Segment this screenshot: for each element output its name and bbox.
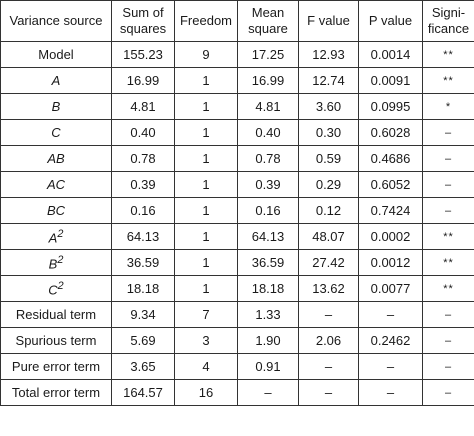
- cell-p-value: 0.0002: [359, 224, 423, 250]
- cell-significance: –: [423, 328, 474, 354]
- header-p-value: P value: [359, 1, 423, 42]
- cell-p-value: 0.7424: [359, 198, 423, 224]
- variance-source-exponent: 2: [57, 279, 64, 292]
- cell-freedom: 1: [175, 68, 238, 94]
- header-significance-line1: Signi-: [431, 5, 466, 20]
- cell-f-value: –: [299, 354, 359, 380]
- cell-sum-of-squares: 18.18: [112, 276, 175, 302]
- variance-source-label: C: [48, 282, 58, 298]
- cell-f-value: –: [299, 380, 359, 406]
- table-row: [1, 120, 474, 146]
- cell-variance-source: [1, 120, 112, 146]
- cell-freedom: 3: [175, 328, 238, 354]
- variance-source-label: Spurious term: [15, 333, 97, 348]
- cell-mean-square: 0.16: [238, 198, 299, 224]
- variance-source-label: BC: [46, 203, 66, 218]
- cell-sum-of-squares: 0.39: [112, 172, 175, 198]
- cell-sum-of-squares: 36.59: [112, 250, 175, 276]
- cell-f-value: 12.74: [299, 68, 359, 94]
- table-row: [1, 42, 474, 68]
- cell-variance-source: [1, 250, 112, 276]
- cell-significance: **: [423, 42, 474, 68]
- cell-p-value: 0.0077: [359, 276, 423, 302]
- cell-freedom: 7: [175, 302, 238, 328]
- cell-sum-of-squares: 0.78: [112, 146, 175, 172]
- cell-sum-of-squares: 64.13: [112, 224, 175, 250]
- cell-p-value: 0.0995: [359, 94, 423, 120]
- cell-p-value: –: [359, 380, 423, 406]
- variance-source-label: A: [48, 230, 58, 246]
- cell-mean-square: 0.39: [238, 172, 299, 198]
- header-sum-of-squares-line2: squares: [119, 21, 167, 36]
- cell-p-value: 0.6052: [359, 172, 423, 198]
- cell-variance-source: [1, 42, 112, 68]
- table-row: [1, 198, 474, 224]
- cell-significance: –: [423, 354, 474, 380]
- cell-mean-square: 17.25: [238, 42, 299, 68]
- cell-variance-source: [1, 146, 112, 172]
- cell-freedom: 1: [175, 250, 238, 276]
- variance-source-label: AB: [47, 151, 65, 166]
- variance-source-label: B: [48, 256, 58, 272]
- variance-source-label: A: [51, 73, 61, 88]
- cell-f-value: 3.60: [299, 94, 359, 120]
- header-variance-source: Variance source: [1, 1, 112, 42]
- cell-freedom: 4: [175, 354, 238, 380]
- cell-variance-source: [1, 328, 112, 354]
- cell-variance-source: [1, 68, 112, 94]
- cell-significance: **: [423, 68, 474, 94]
- header-significance-line2: ficance: [427, 21, 470, 36]
- cell-variance-source: [1, 94, 112, 120]
- cell-variance-source: [1, 224, 112, 250]
- cell-f-value: 27.42: [299, 250, 359, 276]
- cell-freedom: 16: [175, 380, 238, 406]
- cell-mean-square: 0.40: [238, 120, 299, 146]
- cell-p-value: 0.0012: [359, 250, 423, 276]
- variance-source-label: B: [51, 99, 61, 114]
- table-row: [1, 224, 474, 250]
- cell-p-value: 0.0091: [359, 68, 423, 94]
- cell-p-value: 0.4686: [359, 146, 423, 172]
- cell-f-value: 0.30: [299, 120, 359, 146]
- table-row: [1, 250, 474, 276]
- header-mean-square-line1: Mean: [251, 5, 285, 20]
- cell-f-value: 13.62: [299, 276, 359, 302]
- table-row: [1, 276, 474, 302]
- cell-freedom: 1: [175, 224, 238, 250]
- header-sum-of-squares-line1: Sum of: [122, 5, 164, 20]
- variance-source-label: Total error term: [11, 385, 101, 400]
- cell-f-value: 2.06: [299, 328, 359, 354]
- cell-significance: –: [423, 120, 474, 146]
- cell-significance: –: [423, 380, 474, 406]
- cell-f-value: 48.07: [299, 224, 359, 250]
- header-significance: [423, 1, 474, 42]
- cell-significance: **: [423, 276, 474, 302]
- cell-mean-square: –: [238, 380, 299, 406]
- cell-freedom: 1: [175, 198, 238, 224]
- cell-sum-of-squares: 16.99: [112, 68, 175, 94]
- cell-significance: –: [423, 172, 474, 198]
- table-row: [1, 146, 474, 172]
- cell-sum-of-squares: 9.34: [112, 302, 175, 328]
- cell-significance: –: [423, 198, 474, 224]
- cell-freedom: 1: [175, 120, 238, 146]
- table-row: [1, 328, 474, 354]
- variance-source-label: Pure error term: [11, 359, 101, 374]
- cell-variance-source: [1, 198, 112, 224]
- table-body: [1, 42, 474, 406]
- cell-f-value: 0.12: [299, 198, 359, 224]
- header-row: [1, 1, 474, 42]
- cell-sum-of-squares: 0.40: [112, 120, 175, 146]
- cell-variance-source: [1, 172, 112, 198]
- table-row: [1, 354, 474, 380]
- cell-p-value: –: [359, 302, 423, 328]
- cell-mean-square: 0.91: [238, 354, 299, 380]
- variance-source-exponent: 2: [57, 227, 64, 240]
- cell-sum-of-squares: 164.57: [112, 380, 175, 406]
- table-row: [1, 94, 474, 120]
- cell-significance: *: [423, 94, 474, 120]
- cell-variance-source: [1, 302, 112, 328]
- cell-significance: **: [423, 224, 474, 250]
- table-row: [1, 380, 474, 406]
- cell-significance: **: [423, 250, 474, 276]
- cell-variance-source: [1, 276, 112, 302]
- table-row: [1, 302, 474, 328]
- cell-variance-source: [1, 380, 112, 406]
- cell-sum-of-squares: 3.65: [112, 354, 175, 380]
- cell-p-value: 0.2462: [359, 328, 423, 354]
- cell-freedom: 9: [175, 42, 238, 68]
- cell-significance: –: [423, 146, 474, 172]
- variance-source-exponent: 2: [57, 253, 64, 266]
- cell-p-value: 0.0014: [359, 42, 423, 68]
- header-mean-square: [238, 1, 299, 42]
- cell-mean-square: 18.18: [238, 276, 299, 302]
- table-header: [1, 1, 474, 42]
- cell-freedom: 1: [175, 276, 238, 302]
- cell-sum-of-squares: 0.16: [112, 198, 175, 224]
- variance-source-label: Model: [38, 47, 74, 62]
- cell-f-value: 0.29: [299, 172, 359, 198]
- cell-mean-square: 1.33: [238, 302, 299, 328]
- cell-mean-square: 4.81: [238, 94, 299, 120]
- header-f-value: F value: [299, 1, 359, 42]
- cell-mean-square: 64.13: [238, 224, 299, 250]
- cell-freedom: 1: [175, 146, 238, 172]
- cell-f-value: 0.59: [299, 146, 359, 172]
- cell-f-value: 12.93: [299, 42, 359, 68]
- variance-source-label: C: [51, 125, 61, 140]
- cell-freedom: 1: [175, 94, 238, 120]
- header-freedom: Freedom: [175, 1, 238, 42]
- cell-mean-square: 16.99: [238, 68, 299, 94]
- cell-f-value: –: [299, 302, 359, 328]
- table-row: [1, 68, 474, 94]
- cell-sum-of-squares: 4.81: [112, 94, 175, 120]
- header-mean-square-line2: square: [248, 21, 288, 36]
- cell-sum-of-squares: 5.69: [112, 328, 175, 354]
- cell-variance-source: [1, 354, 112, 380]
- variance-source-label: Residual term: [15, 307, 97, 322]
- cell-sum-of-squares: 155.23: [112, 42, 175, 68]
- cell-p-value: 0.6028: [359, 120, 423, 146]
- table-row: [1, 172, 474, 198]
- cell-significance: –: [423, 302, 474, 328]
- cell-freedom: 1: [175, 172, 238, 198]
- header-sum-of-squares: [112, 1, 175, 42]
- variance-source-label: AC: [46, 177, 66, 192]
- cell-p-value: –: [359, 354, 423, 380]
- cell-mean-square: 0.78: [238, 146, 299, 172]
- cell-mean-square: 1.90: [238, 328, 299, 354]
- cell-mean-square: 36.59: [238, 250, 299, 276]
